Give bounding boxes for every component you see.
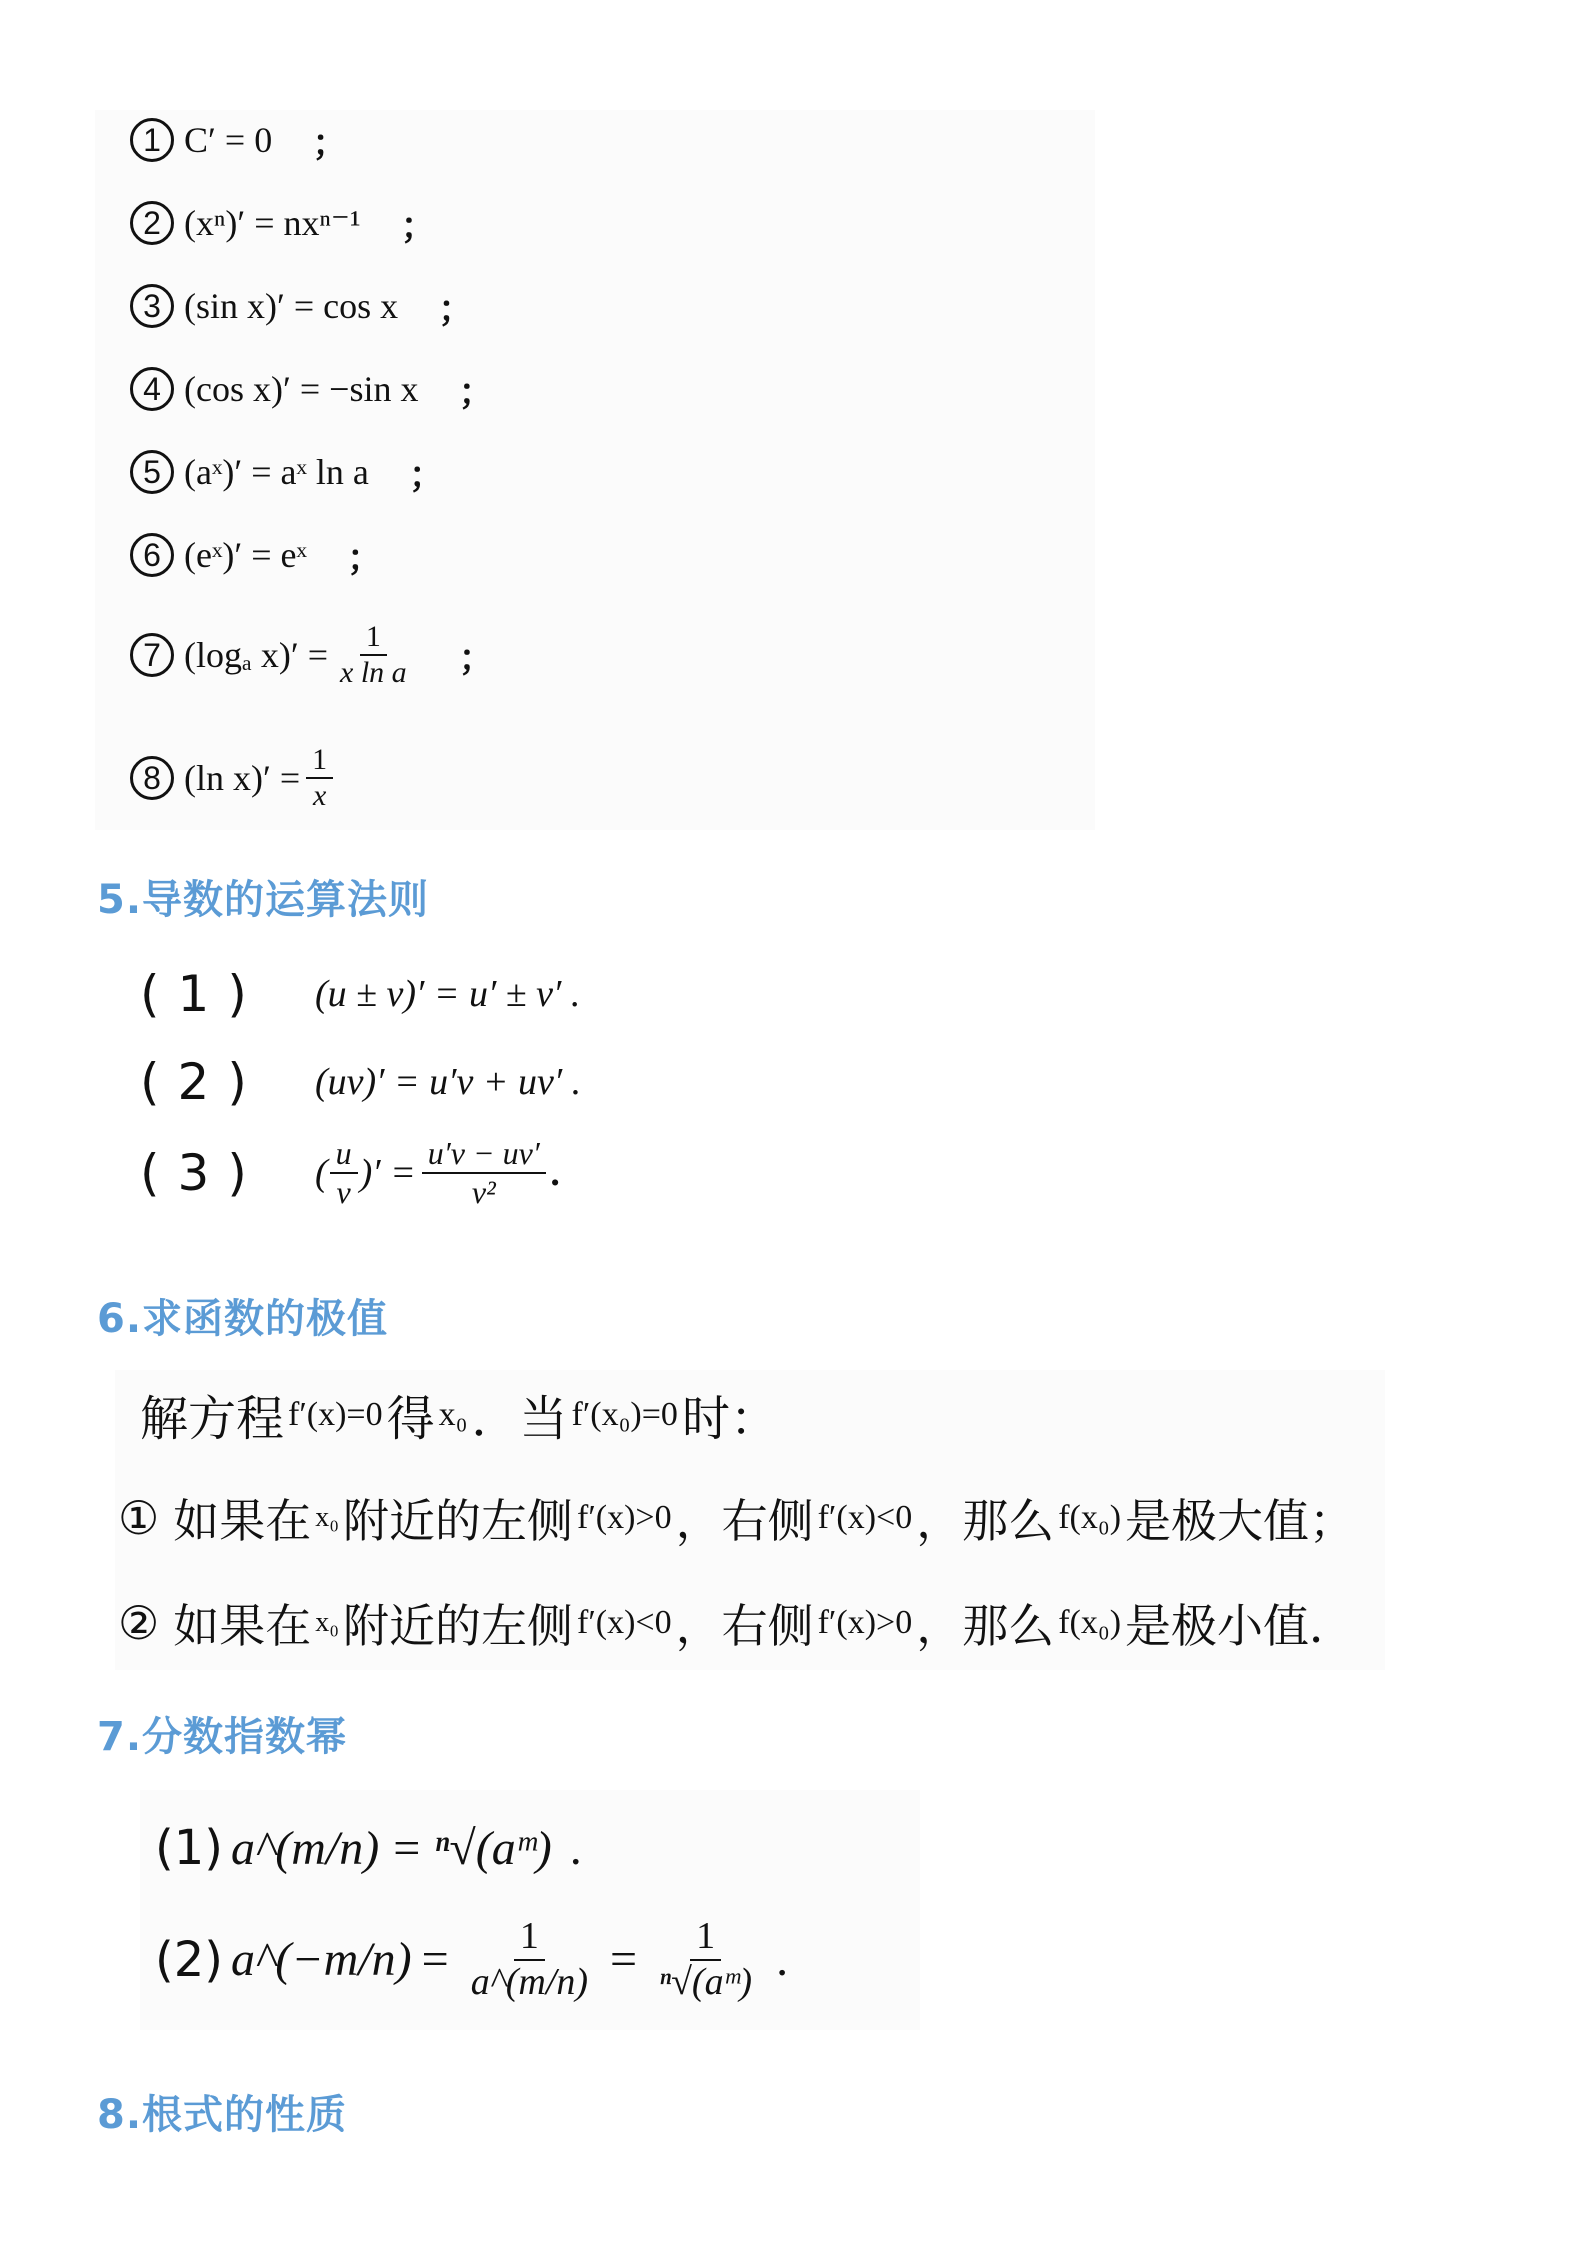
semicolon: ；	[408, 454, 445, 495]
rule-index: (3)	[140, 1143, 265, 1202]
circled-number: 8	[130, 756, 174, 800]
text: 附近的左侧	[343, 1494, 574, 1548]
circled-mark: ②	[118, 1596, 160, 1650]
fraction-numerator: u′v − uv′	[422, 1135, 546, 1174]
extrema-intro	[140, 1380, 778, 1449]
fraction-numerator: 1	[690, 1915, 721, 1961]
circled-mark: ①	[118, 1491, 160, 1545]
math: f′(x)<0	[577, 1604, 672, 1641]
formula: (ln x)′ =	[184, 758, 301, 798]
fraction-denominator: ⁿ√(aᵐ)	[659, 1960, 753, 2003]
math: f(x₀)	[1058, 1499, 1122, 1536]
math: x₀	[315, 1607, 340, 1638]
text: 得	[386, 1391, 435, 1447]
open-paren: (	[315, 1151, 328, 1194]
text: ，那么	[916, 1494, 1055, 1548]
fraction-numerator: 1	[514, 1915, 545, 1961]
text: 是极小值．	[1125, 1599, 1356, 1653]
rule-row	[140, 1053, 581, 1111]
circled-number: 7	[130, 633, 174, 677]
power-rule-row	[155, 1820, 582, 1876]
fraction	[422, 1135, 546, 1211]
section-heading-7: 7.分数指数幂	[97, 1714, 348, 1760]
rule-index: (2)	[155, 1931, 223, 1988]
formula: (aˣ)′ = aˣ ln a	[184, 452, 369, 492]
math: x₀	[438, 1395, 468, 1433]
formula-row	[130, 615, 495, 695]
math: f′(x)>0	[817, 1604, 913, 1641]
formula: (sin x)′ = cos x	[184, 286, 399, 326]
text: 时：	[681, 1391, 778, 1447]
semicolon: ；	[346, 537, 383, 578]
lhs: a^(−m/n)	[231, 1933, 412, 1987]
formula: (cos x)′ = −sin x	[184, 369, 419, 409]
section-heading-5: 5.导数的运算法则	[97, 877, 430, 923]
rule-index: (1)	[155, 1820, 223, 1876]
extrema-case-min	[118, 1590, 1355, 1656]
semicolon: ；	[438, 288, 475, 329]
text: 是极大值；	[1125, 1494, 1356, 1548]
period: .	[551, 1151, 562, 1194]
text: ，右侧	[675, 1599, 814, 1653]
fraction	[306, 743, 333, 814]
circled-number: 3	[130, 284, 174, 328]
equals: =	[421, 1933, 449, 1987]
section-heading-6: 6.求函数的极值	[97, 1296, 389, 1342]
semicolon: ；	[312, 122, 349, 163]
circled-number: 4	[130, 367, 174, 411]
lhs: a^(m/n)	[231, 1821, 380, 1875]
formula: (logₐ x)′ =	[184, 635, 328, 675]
text: 附近的左侧	[343, 1599, 574, 1653]
fraction-numerator: u	[330, 1135, 358, 1174]
text: 如果在	[173, 1494, 312, 1548]
text: ，那么	[916, 1599, 1055, 1653]
formula: C′ = 0	[184, 120, 273, 160]
math: x₀	[315, 1502, 340, 1533]
circled-number: 2	[130, 201, 174, 245]
math: f′(x)<0	[817, 1499, 913, 1536]
fraction-denominator: x	[312, 779, 327, 812]
fraction-denominator: x ln a	[340, 656, 407, 689]
equals: =	[393, 1821, 421, 1875]
math: f′(x₀)=0	[571, 1395, 678, 1433]
text: 如果在	[173, 1599, 312, 1653]
formula-row	[130, 359, 494, 419]
fraction	[334, 620, 413, 691]
rule-index: (1)	[140, 965, 265, 1023]
rule-formula: (uv)′ = u′v + uv′ .	[315, 1061, 582, 1103]
fraction-denominator: v²	[471, 1173, 496, 1210]
formula-row	[130, 442, 445, 502]
period: .	[776, 1933, 789, 1987]
semicolon: ；	[458, 371, 495, 412]
math: f(x₀)	[1058, 1604, 1122, 1641]
formula: (xⁿ)′ = nxⁿ⁻¹	[184, 203, 361, 243]
power-rule-row	[155, 1915, 788, 2004]
formula-row	[130, 525, 383, 585]
circled-number: 1	[130, 118, 174, 162]
rule-row	[140, 965, 580, 1023]
semicolon: ；	[400, 205, 437, 246]
semicolon: ；	[458, 637, 495, 678]
rule-index: (2)	[140, 1053, 265, 1111]
text: ．当	[471, 1391, 568, 1447]
fraction	[330, 1135, 358, 1211]
circled-number: 6	[130, 533, 174, 577]
fraction-denominator: a^(m/n)	[470, 1960, 589, 2003]
formula-row	[130, 276, 474, 336]
rule-row	[140, 1135, 561, 1211]
rule-formula: (u ± v)′ = u′ ± v′ .	[315, 973, 581, 1015]
text: 解方程	[140, 1391, 285, 1447]
circled-number: 5	[130, 450, 174, 494]
formula-tail: )′ =	[359, 1151, 416, 1194]
formula: (eˣ)′ = eˣ	[184, 535, 307, 575]
formula-row	[130, 738, 339, 818]
period: .	[569, 1821, 582, 1875]
math: f′(x)=0	[288, 1395, 383, 1433]
math: f′(x)>0	[577, 1499, 672, 1536]
equals: =	[610, 1933, 638, 1987]
fraction-numerator: 1	[306, 743, 333, 780]
rule-formula	[315, 1135, 561, 1211]
fraction	[653, 1915, 758, 2004]
fraction	[465, 1915, 594, 2004]
text: ，右侧	[675, 1494, 814, 1548]
formula-row	[130, 193, 437, 253]
fraction-numerator: 1	[360, 620, 387, 657]
formula-row	[130, 110, 348, 170]
extrema-case-max	[118, 1485, 1355, 1551]
rhs: ⁿ√(aᵐ)	[434, 1821, 552, 1875]
section-heading-8: 8.根式的性质	[97, 2092, 348, 2138]
fraction-denominator: v	[336, 1173, 351, 1210]
